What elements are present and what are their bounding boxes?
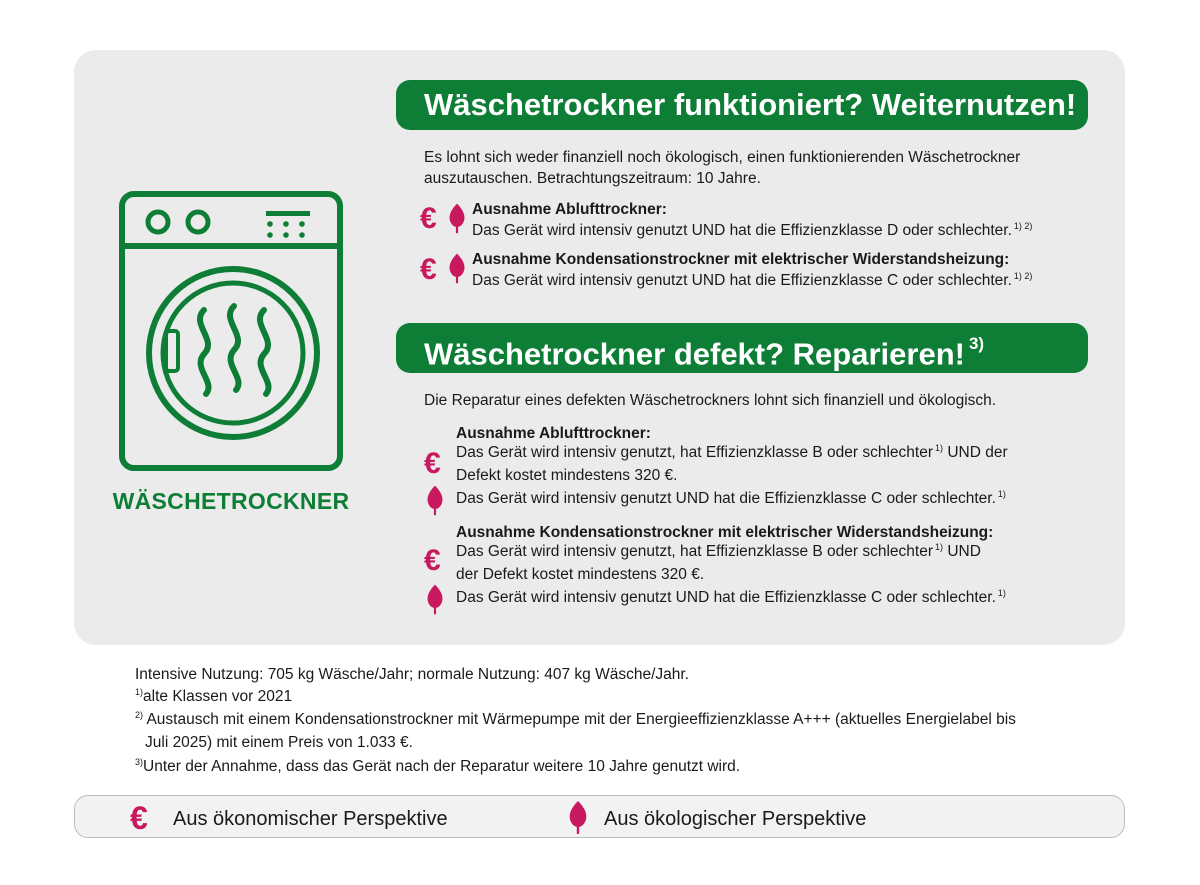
section2-intro: Die Reparatur eines defekten Wäschetrockners lohnt sich finanziell und ökologisch.: [424, 392, 997, 409]
leaf-icon: [426, 583, 444, 615]
banner-footnote: 3): [968, 334, 985, 353]
section1-exception-exhaust: [472, 199, 1032, 243]
banner-continue-using: [396, 80, 1088, 130]
exception-title: Ausnahme Ablufttrockner:: [456, 425, 651, 442]
section1-exception-condenser: [472, 249, 1032, 293]
exception-text: der Defekt kostet mindestens 320 €.: [456, 566, 705, 583]
legend-ecological: Aus ökologischer Perspektive: [604, 808, 867, 830]
exception-title: Ausnahme Ablufttrockner:: [472, 201, 667, 218]
euro-icon: €: [420, 202, 437, 235]
exception-text: Das Gerät wird intensiv genutzt UND hat die Effizienzklasse D oder schlechter. $^{1) 2)}$: [472, 221, 1033, 239]
section2-exception1-ecological: Das Gerät wird intensiv genutzt UND hat die Effizienzklasse C oder schlechter. $^{1)}$: [456, 489, 1006, 507]
euro-icon: €: [420, 253, 437, 286]
leaf-icon: [568, 800, 588, 834]
exception-title: Ausnahme Kondensationstrockner mit elektrischer Widerstandsheizung:: [472, 251, 1010, 268]
euro-icon: €: [424, 544, 441, 577]
exception-text: Defekt kostet mindestens 320 €.: [456, 467, 678, 484]
section2-exception2-economic: [456, 541, 981, 585]
appliance-label: WÄSCHETROCKNER: [112, 488, 350, 514]
section2-exception1-economic: [456, 442, 1008, 486]
intro-line: Es lohnt sich weder finanziell noch ökologisch, einen funktionierenden Wäschetrockner: [424, 149, 1021, 166]
exception-title: Ausnahme Kondensationstrockner mit elektrischer Widerstandsheizung:: [456, 524, 994, 541]
exception-text: Das Gerät wird intensiv genutzt, hat Effizienzklasse B oder schlechter $^{1)}$ UND: [456, 542, 981, 560]
euro-icon: €: [130, 800, 148, 836]
leaf-icon: [448, 252, 466, 284]
banner-title: Wäschetrockner funktioniert? Weiternutzen!: [424, 87, 1077, 122]
leaf-icon: [448, 202, 466, 234]
banner-repair: [396, 323, 1088, 373]
footnote-1: $^{1)}$alte Klassen vor 2021: [135, 687, 293, 705]
section2-exception2-ecological: Das Gerät wird intensiv genutzt UND hat die Effizienzklasse C oder schlechter. $^{1)}$: [456, 588, 1006, 606]
leaf-icon: [426, 484, 444, 516]
intro-line: auszutauschen. Betrachtungszeitraum: 10 Jahre.: [424, 170, 761, 187]
euro-icon: €: [424, 447, 441, 480]
footnote-2: $^{2)}$ Austausch mit einem Kondensationstrockner mit Wärmepumpe mit der Energieeffizienzklasse A+++ (aktuelles Energielabel bis Juli 2025) mit einem Preis von 1.033 €.: [135, 710, 1016, 751]
footnote-usage: Intensive Nutzung: 705 kg Wäsche/Jahr; normale Nutzung: 407 kg Wäsche/Jahr.: [135, 666, 689, 683]
exception-text: Das Gerät wird intensiv genutzt UND hat die Effizienzklasse C oder schlechter. $^{1) 2)}$: [472, 271, 1033, 289]
dryer-icon: [118, 190, 344, 472]
footnote-3: $^{3)}$Unter der Annahme, dass das Gerät nach der Reparatur weitere 10 Jahre genutzt wird.: [135, 757, 741, 775]
exception-text: Das Gerät wird intensiv genutzt, hat Effizienzklasse B oder schlechter $^{1)}$ UND der: [456, 443, 1008, 461]
legend-economic: Aus ökonomischer Perspektive: [173, 808, 448, 830]
banner-title: Wäschetrockner defekt? Reparieren!: [424, 336, 965, 372]
section1-intro: [424, 147, 1020, 189]
